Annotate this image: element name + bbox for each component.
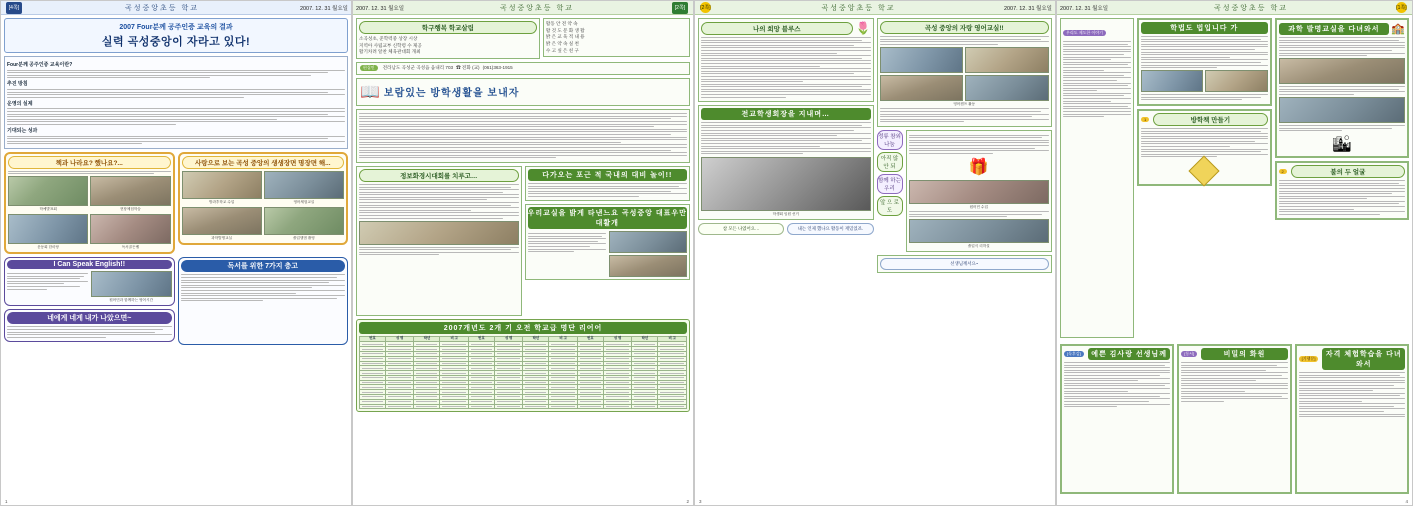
col-header: 번호: [360, 336, 386, 342]
vertical-chip: 함께 하는 우리: [877, 174, 903, 194]
diamond-decoration: [1189, 156, 1220, 187]
photo-cell: [8, 214, 88, 250]
imprint-label: 편집인: [360, 65, 378, 71]
news-line-1: 소곡성초, 준학력중 상장 시상: [359, 36, 418, 41]
page-4-issue-date: 2007. 12. 31 월요일: [1060, 5, 1109, 12]
banner-title: 보람있는 방학생활을 보내자: [383, 88, 520, 100]
checklist-item: 활동 안 전 약 속: [545, 21, 578, 26]
bottom-header-2: 비밀의 화원: [1201, 348, 1287, 360]
left-strip-flag: 우리도 제도한 이야기: [1063, 30, 1106, 36]
page-2-page-badge: [2쪽]: [672, 2, 688, 14]
page-4-mid-article-2: [1275, 161, 1410, 220]
vertical-chip: 아직 않 안 되: [877, 152, 903, 172]
page-4-masthead: [1057, 1, 1412, 15]
table-cell: [414, 404, 440, 409]
page-1-page-badge: [4쪽]: [6, 2, 22, 14]
article-section-2-heading: 추진 방침: [7, 81, 28, 88]
mid-left-title: 정보화경시대회를 치루고…: [359, 169, 519, 182]
open-book-icon: 📖: [360, 83, 380, 101]
photo-caption: 운동회 한마당: [37, 245, 60, 250]
vertical-chip: 앞 으 로 도: [877, 196, 903, 216]
right-article-title: 곡성 중앙의 자랑 영어교실!!: [880, 21, 1050, 34]
imprint-tel-label: ☎ 전화 (교): [456, 64, 480, 70]
photo-cell: [182, 207, 262, 241]
page-1-issue-date: 2007. 12. 31 월요일: [299, 5, 348, 12]
mid-header-1: 방학책 만들기: [1153, 113, 1267, 126]
page-4-left-strip: [1060, 18, 1134, 338]
col-header: 학년: [414, 336, 440, 342]
col-header: 번호: [577, 336, 603, 342]
city-illustration-icon: 🏙: [1331, 136, 1352, 154]
table-row: [360, 404, 687, 409]
photo-caption: 영어체험교실: [293, 199, 315, 204]
checklist-item: 수 고 싶 은 친 구: [545, 47, 579, 53]
page-2-issue-date: 2007. 12. 31 월요일: [356, 5, 405, 12]
col-header: 학년: [523, 336, 549, 342]
page-2-mid-right-article: [525, 166, 691, 202]
page-2-schedule-table-wrap: [356, 319, 690, 412]
table-cell: [360, 404, 386, 409]
page-2-footer-number: 2: [686, 499, 689, 504]
photo-caption: 현장체험학습: [119, 207, 141, 212]
page-4-top-article-1: [1137, 18, 1272, 106]
page-1-school-name: 곡성중앙초등 학교: [124, 4, 199, 12]
article-section-1-heading: Four분께 공주인증 교육이란?: [7, 62, 73, 68]
page-3-left-article: [698, 18, 874, 102]
page-4: [1056, 0, 1413, 506]
col-header: 비 고: [549, 336, 578, 342]
bottom-left-title: 네에게 네게 내가 나았으면~: [7, 312, 172, 324]
photo-cell: [90, 176, 170, 212]
page-2-imprint-bar: [356, 62, 690, 75]
page-1-bottom-right-box: [178, 257, 349, 345]
imprint-address: 전라남도 곡성군 곡성읍 읍내리 703: [382, 64, 454, 70]
photo-caption: 졸업식 리허설: [967, 244, 990, 249]
photo-caption: 방과후학교 수업: [208, 199, 235, 204]
page-1-english-box: [4, 257, 175, 306]
col-header: 성 명: [494, 336, 523, 342]
col-header: 번호: [468, 336, 494, 342]
page-3-bottom-speech: [877, 255, 1053, 273]
photo-caption: 학예발표회: [39, 207, 57, 212]
checklist-item: 밝 은 교 육 적 내 용: [545, 34, 585, 40]
page-3-mid-article: [698, 105, 874, 220]
article-section-4-heading: 기대되는 성과: [7, 127, 38, 134]
page-1-masthead: [1, 1, 351, 15]
table-cell: [440, 404, 469, 409]
page-3-right-article: [877, 18, 1053, 127]
gift-box-icon: 🎁: [968, 158, 989, 176]
page-1-footer-number: 1: [5, 499, 8, 504]
photo-cell: [264, 207, 344, 241]
col-header: 성 명: [385, 336, 414, 342]
building-icon: 🏫: [1391, 23, 1405, 35]
photo-caption: 과학발명교실: [211, 235, 233, 240]
mid-header-2: 불의 두 얼굴: [1291, 165, 1405, 178]
photo-caption: 원어민 수업: [969, 204, 988, 209]
page-4-footer-number: 4: [1405, 499, 1408, 504]
page-1-headline-block: [4, 18, 348, 53]
page-3-issue-date: 2007. 12. 31 월요일: [1003, 5, 1052, 12]
news-line-3: 활기차려 알찬 체육관대회 개최: [359, 49, 421, 55]
table-cell: [549, 404, 578, 409]
page-4-bottom-box-2: [1177, 344, 1291, 494]
photo-caption: 독서골든벨: [121, 245, 140, 250]
left-article-title: 나의 희망 블루스: [701, 22, 853, 35]
photo-cell: [8, 176, 88, 212]
page-3-vertical-chips: [877, 130, 903, 216]
page-3-footer-number: 3: [699, 499, 702, 504]
page-4-top-article-2: [1275, 18, 1410, 158]
page-2-masthead: [353, 1, 693, 15]
bottom-tag-1: [독후감]: [1064, 351, 1084, 357]
photo-cell: [182, 171, 262, 205]
photo-caption: 졸업앨범 촬영: [292, 235, 315, 240]
speech-bubble-1: 참 모든 나였어요…: [698, 223, 784, 235]
table-cell: [658, 404, 687, 409]
english-box-title: I Can Speak English!!: [7, 260, 172, 269]
table-cell: [385, 404, 414, 409]
speech-bubble-2: 내는 언제 했나요 활동이 재밌었죠.: [787, 223, 873, 235]
page-2-banner: [356, 78, 690, 106]
page-2-long-article: [356, 109, 690, 163]
col-header: 성 명: [603, 336, 632, 342]
page-3: [694, 0, 1056, 506]
article-body-lines: [7, 70, 345, 79]
news-line-2: 지역아 사립교부 신학령 수 제공: [359, 42, 422, 48]
schedule-table-body: [360, 342, 687, 409]
article-section-3-heading: 운영의 실제: [7, 100, 33, 107]
right-box-title: 사랑으로 보는 곡성 중앙의 생생장면 명장면 해...: [182, 156, 345, 169]
page-4-bottom-box-1: [1060, 344, 1174, 494]
page-1-bottom-left-box: [4, 309, 175, 342]
page-2-school-name: 곡성중앙초등 학교: [500, 4, 575, 12]
photo-caption: 영어캠프 활동: [953, 101, 976, 106]
bottom-header-1: 예쁜 김사랑 선생님께: [1088, 348, 1171, 360]
imprint-tel: (061)363-1915: [482, 64, 513, 70]
mid-tag-2: 2: [1279, 169, 1287, 174]
page-4-mid-article-1: [1137, 109, 1272, 187]
col-header: 학년: [632, 336, 658, 342]
page-2-checklist-box: [543, 18, 690, 57]
schedule-title: 2007개년도 2개 기 오전 학교급 명단 리어어: [359, 322, 687, 334]
bottom-tag-3: [기행문]: [1299, 356, 1319, 362]
checklist-item: 밝 은 약 속 실 천: [545, 40, 579, 46]
mid-tag-1: 1: [1141, 117, 1149, 122]
page-1: [0, 0, 352, 506]
page-4-school-name: 곡성중앙초등 학교: [1214, 4, 1289, 12]
english-photo-caption: 원어민과 함께하는 영어시간: [109, 298, 153, 303]
top-header-1: 학법도 법입니다 가: [1141, 22, 1268, 34]
page-2-news-box: [356, 18, 540, 59]
table-cell: [603, 404, 632, 409]
photo-caption: 학생회 임원 선거: [772, 212, 799, 217]
page-4-bottom-box-3: [1295, 344, 1409, 494]
col-header: 비 고: [658, 336, 687, 342]
page-1-article-main: [4, 56, 348, 149]
right-photo-grid: [182, 171, 345, 241]
page-4-page-badge: [1쪽]: [1396, 2, 1407, 13]
page-1-right-photo-box: [178, 152, 349, 245]
table-cell: [577, 404, 603, 409]
page-3-school-name: 곡성중앙초등 학교: [821, 4, 896, 12]
left-photo-grid: [8, 176, 171, 250]
top-header-2: 과학 발명교실을 다녀와서: [1279, 23, 1390, 35]
headline-kicker: 2007 Four분께 공주인증 교육의 결과: [119, 24, 233, 31]
page-3-right-sub-article: [906, 130, 1053, 253]
page-3-masthead: [695, 1, 1055, 15]
checklist-item: 활 것 도 문 화 생 활: [545, 27, 585, 33]
mid-right2-title: 우리교실을 밝게 타낸느요 곡성중앙 대표우만 대활개: [528, 207, 688, 229]
page-1-left-photo-box: [4, 152, 175, 255]
bottom-header-3: 자격 체험학습을 다녀와서: [1322, 348, 1405, 370]
table-cell: [523, 404, 549, 409]
page-2-mid-right2-article: [525, 204, 691, 280]
vertical-chip: 정류 참외 나눔: [877, 130, 903, 150]
table-cell: [494, 404, 523, 409]
table-cell: [468, 404, 494, 409]
page-2-mid-left-article: [356, 166, 522, 316]
news-box-title: 학구행복 학교살림: [359, 21, 537, 34]
schedule-table: [359, 336, 687, 409]
bottom-right-title: 독서를 위한 7가지 충고: [181, 260, 346, 272]
headline-title: 실력 곡성중앙이 자라고 있다!: [101, 36, 251, 48]
left-box-title: 책과 나라요? 했나요?...: [8, 156, 171, 169]
speech-bubble-3: 선생님께서요~: [880, 258, 1050, 270]
col-header: 비 고: [440, 336, 469, 342]
photo-cell: [264, 171, 344, 205]
mid-article-title: 전교학생회장을 지내며…: [701, 108, 871, 120]
page-3-page-badge: [2쪽]: [700, 2, 711, 13]
mid-right-title: 다가오는 포근 적 국내의 대비 놀이!!: [528, 169, 688, 181]
bottom-tag-2: [동시]: [1181, 351, 1197, 357]
photo-cell: [90, 214, 170, 250]
table-cell: [632, 404, 658, 409]
page-2: [352, 0, 694, 506]
flower-icon: 🌷: [855, 21, 871, 35]
